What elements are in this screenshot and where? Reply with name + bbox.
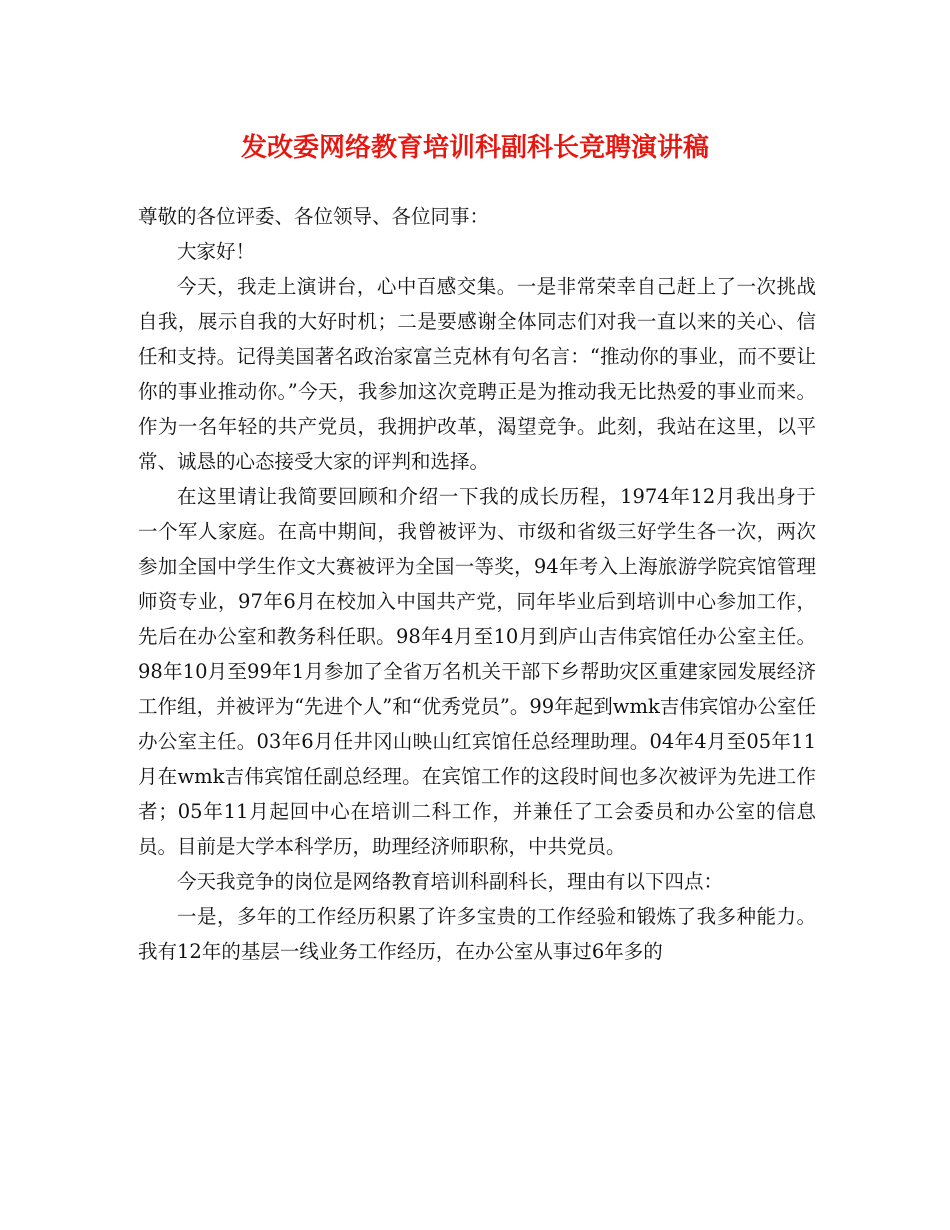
paragraph-position: 今天我竞争的岗位是网络教育培训科副科长，理由有以下四点： [177,870,724,893]
paragraph-background: 在这里请让我简要回顾和介绍一下我的成长历程，1974年12月我出身于一个军人家庭。在高中期间，我曾被评为、市级和省级三好学生各一次，两次参加全国中学生作文大赛被评为全国一等奖，94年考入上海旅游学院宾馆管理师资专业，97年6月在校加入中国共产党，同年毕业后到培训中心参加工作，先后在办公室和教务科任职。98年4月至10月到庐山吉伟宾馆任办公室主任。98年10月至99年1月参加了全省万名机关干部下乡帮助灾区重建家园发展经济工作组，并被评为“先进个人”和“优秀党员”。99年起到wmk吉伟宾馆办公室任办公室主任。03年6月任井冈山映山红宾馆任总经理助理。04年4月至05年11月在wmk吉伟宾馆任副总经理。在宾馆工作的这段时间也多次被评为先进工作者；05年11月起回中心在培训二科工作，并兼任了工会委员和办公室的信息员。目前是大学本科学历，助理经济师职称，中共党员。 [138,485,816,858]
document-title: 发改委网络教育培训科副科长竞聘演讲稿 [240,133,709,163]
document-body [138,199,816,969]
paragraph-reason-one: 一是，多年的工作经历积累了许多宝贵的工作经验和锻炼了我多种能力。我有12年的基层一线业务工作经历，在办公室从事过6年多的 [138,905,816,963]
salutation: 尊敬的各位评委、各位领导、各位同事： [138,205,490,228]
paragraph-greeting: 大家好！ [177,240,256,263]
paragraph-intro: 今天，我走上演讲台，心中百感交集。一是非常荣幸自己赶上了一次挑战自我，展示自我的大好时机；二是要感谢全体同志们对我一直以来的关心、信任和支持。记得美国著名政治家富兰克林有句名言：“推动你的事业，而不要让你的事业推动你。”今天，我参加这次竞聘正是为推动我无比热爱的事业而来。作为一名年轻的共产党员，我拥护改革，渴望竞争。此刻，我站在这里，以平常、诚恳的心态接受大家的评判和选择。 [138,275,816,473]
